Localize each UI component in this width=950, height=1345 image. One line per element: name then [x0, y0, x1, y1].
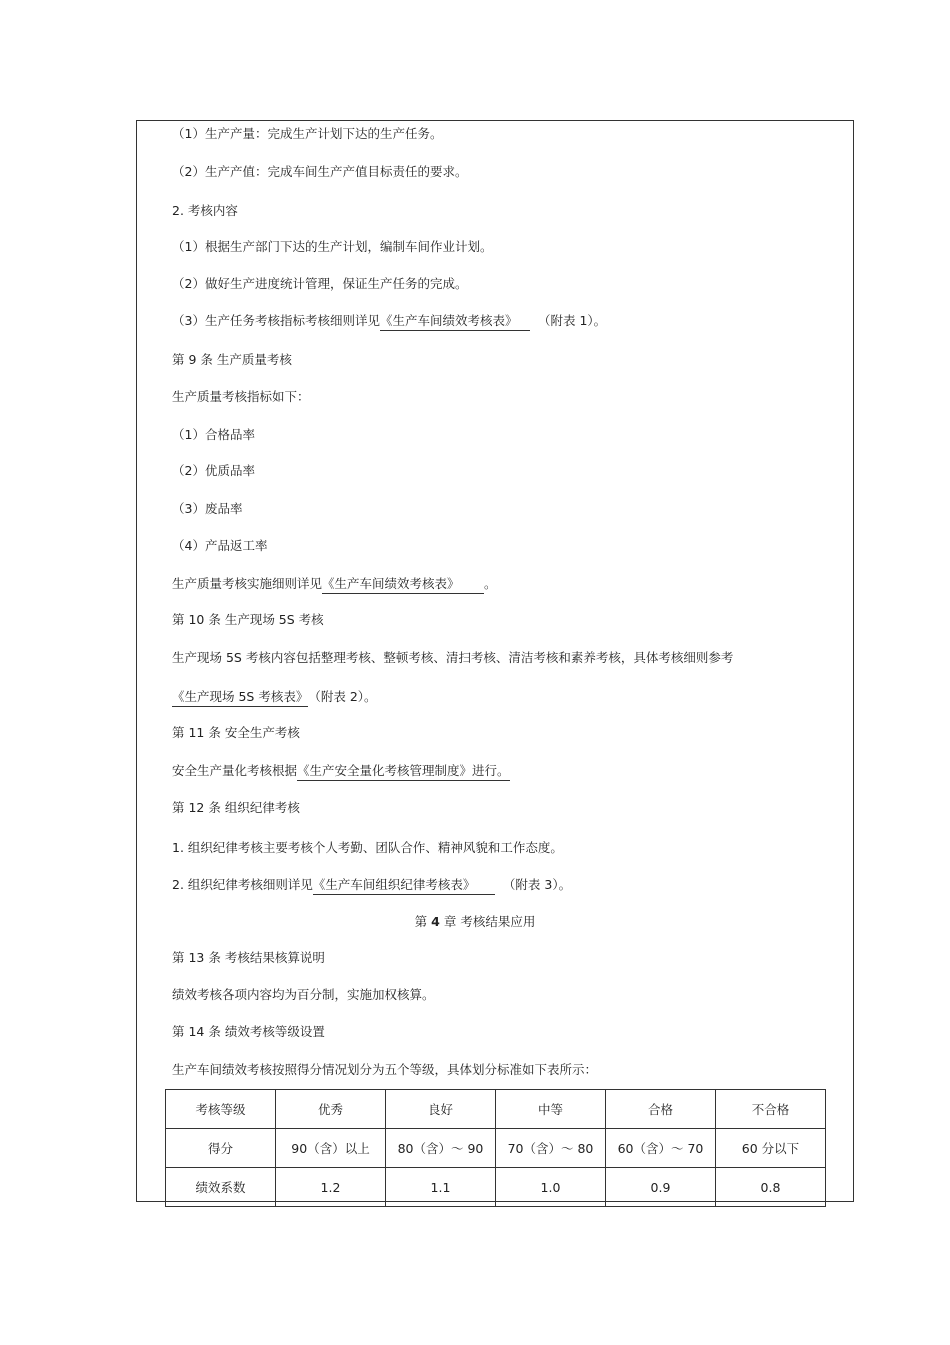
line-text: （附表 3）。	[502, 877, 572, 892]
article-heading: 第 10 条 生产现场 5S 考核	[172, 612, 324, 627]
form-reference-link[interactable]: 《生产现场 5S 考核表》	[172, 689, 308, 707]
table-cell: 0.9	[606, 1168, 716, 1207]
table-row	[166, 1129, 826, 1168]
text-line: 生产车间绩效考核按照得分情况划分为五个等级，具体划分标准如下表所示：	[172, 1062, 598, 1077]
table-cell: 1.2	[276, 1168, 386, 1207]
line-text: （附表 1）。	[537, 313, 607, 328]
section-heading: 2. 考核内容	[172, 203, 238, 218]
text-line: 1. 组织纪律考核主要考核个人考勤、团队合作、精神风貌和工作态度。	[172, 840, 563, 855]
article-heading: 第 12 条 组织纪律考核	[172, 800, 300, 815]
table-row	[166, 1090, 826, 1129]
line-text: 生产质量考核实施细则详见	[172, 576, 323, 591]
table-header-cell: 合格	[606, 1090, 716, 1129]
line-text: （附表 2）。	[308, 689, 377, 704]
table-cell: 1.1	[386, 1168, 496, 1207]
text-line	[172, 763, 510, 781]
table-cell: 80（含）～ 90	[386, 1129, 496, 1168]
table-cell: 绩效系数	[166, 1168, 276, 1207]
table-header-cell: 中等	[496, 1090, 606, 1129]
list-item: （1）合格品率	[172, 427, 255, 442]
form-reference-link[interactable]: 《生产安全量化考核管理制度》进行。	[297, 763, 510, 781]
table-header-cell: 优秀	[276, 1090, 386, 1129]
chapter-title: 章 考核结果应用	[443, 914, 536, 929]
article-heading: 第 9 条 生产质量考核	[172, 352, 292, 367]
table-cell: 0.8	[716, 1168, 826, 1207]
text-line	[172, 313, 606, 331]
text-line: （1）生产产量：完成生产计划下达的生产任务。	[172, 126, 443, 141]
table-cell: 70（含）～ 80	[496, 1129, 606, 1168]
list-item: （3）废品率	[172, 501, 243, 516]
grade-table	[165, 1089, 826, 1207]
text-line: 生产现场 5S 考核内容包括整理考核、整顿考核、清扫考核、清洁考核和素养考核，具体考核细则参考	[172, 650, 734, 665]
line-text: （3）生产任务考核指标考核细则详见	[172, 313, 380, 328]
article-heading: 第 11 条 安全生产考核	[172, 725, 300, 740]
text-line: （2）生产产值：完成车间生产产值目标责任的要求。	[172, 164, 468, 179]
chapter-prefix: 第	[414, 914, 428, 929]
table-cell: 得分	[166, 1129, 276, 1168]
chapter-number: 4	[431, 914, 440, 929]
article-heading: 第 14 条 绩效考核等级设置	[172, 1024, 325, 1039]
table-cell: 1.0	[496, 1168, 606, 1207]
line-text: 安全生产量化考核根据	[172, 763, 298, 778]
form-reference-link[interactable]: 《生产车间绩效考核表》	[380, 313, 530, 331]
text-line: （2）做好生产进度统计管理，保证生产任务的完成。	[172, 276, 468, 291]
table-header-cell: 考核等级	[166, 1090, 276, 1129]
table-header-cell: 不合格	[716, 1090, 826, 1129]
table-cell: 60 分以下	[716, 1129, 826, 1168]
article-heading: 第 13 条 考核结果核算说明	[172, 950, 325, 965]
text-line	[172, 576, 497, 594]
form-reference-link[interactable]: 《生产车间组织纪律考核表》	[313, 877, 495, 895]
text-line	[172, 877, 571, 895]
form-reference-link[interactable]: 《生产车间绩效考核表》	[322, 576, 484, 594]
text-line	[172, 689, 377, 707]
list-item: （4）产品返工率	[172, 538, 268, 553]
text-line: （1）根据生产部门下达的生产计划，编制车间作业计划。	[172, 239, 493, 254]
table-row	[166, 1168, 826, 1207]
line-text: 2. 组织纪律考核细则详见	[172, 877, 313, 892]
table-cell: 90（含）以上	[276, 1129, 386, 1168]
chapter-heading	[0, 912, 950, 930]
list-item: （2）优质品率	[172, 463, 255, 478]
text-line: 生产质量考核指标如下：	[172, 389, 310, 404]
line-text: 。	[484, 576, 497, 591]
text-line: 绩效考核各项内容均为百分制，实施加权核算。	[172, 987, 435, 1002]
table-cell: 60（含）～ 70	[606, 1129, 716, 1168]
table-header-cell: 良好	[386, 1090, 496, 1129]
